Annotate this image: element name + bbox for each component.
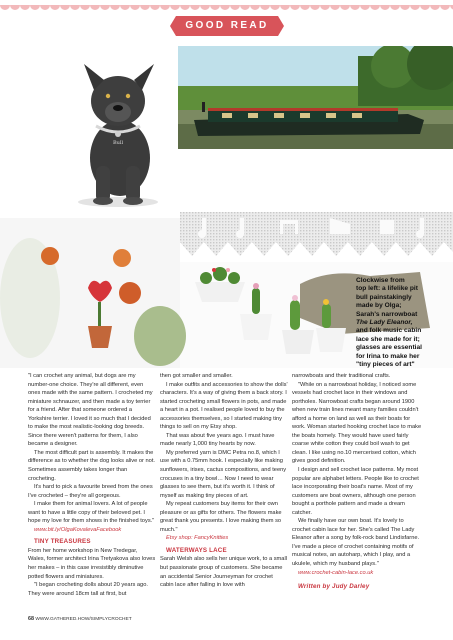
pit-bull-illustration [62,46,174,210]
facebook-link[interactable]: www.bit.ly/OlgaKovalevaFacebook [34,526,122,533]
scalloped-top-border [0,0,453,8]
caption-line: for Irina to make her [356,352,420,360]
caption-line: The Lady Eleanor, [356,319,413,327]
caption-line: lace she made for it; [356,335,420,343]
photo-caption [356,277,451,369]
paragraph: I design and sell crochet lace patterns. My most popular are alphabet letters. People like to crochet lace incorporating their boat's name. Most of my customers are boat owners, although one person bought a porthole pattern and made a dream catcher. [292,467,419,516]
caption-line: "tiny pieces of art" [356,361,415,369]
svg-text:Bull: Bull [112,140,124,146]
text-column-left [28,372,156,598]
paragraph: Sarah Welsh also sells her unique work, to a small but passionate group of customers. She became an accidental Senior Journeyman for crochet cabin lace after falling in love with [160,556,287,589]
paragraph: That was about five years ago. I must have made nearly 1,000 tiny hearts by now. [160,432,275,448]
paragraph: My preferred yarn is DMC Petra no.8, which I use with a 0.75mm hook. I especially like making sunflowers, irises, cactus compositions, and teeny crocuses in a tiny bowl… Now I need to wear glasses to see them, but it's worth it. I think of myself as making tiny pieces of art. [160,449,287,499]
caption-line: Sarah's narrowboat [356,310,418,318]
byline: Written by Judy Darley [298,583,370,591]
paragraph: then got smaller and smaller. [160,373,233,379]
section-banner [176,16,278,36]
crochet-cabin-lace-link[interactable]: www.crochet-cabin-lace.co.uk [298,569,374,576]
footer-url: WWW.GATHERED.HOW/SIMPLYCROCHET [35,617,132,622]
caption-line: and folk music cabin [356,327,422,335]
paragraph: narrowboats and their traditional crafts. [292,373,391,379]
paragraph: "I can crochet any animal, but dogs are my number-one choice. They're all different, even ones made with the same pattern. I crocheted my miniature schnauzer, and then made a toy terrier for a friend. After that someone ordered a Yorkshire terrier. I loved it so much that I decided to make the most realistic-looking dog breeds. Since there weren't patterns for them, I also became a designer. [28,373,153,448]
paragraph: From her home workshop in New Tredegar, Wales, former architect Irina Tretyakova also loves her makes – in this case irresistibly diminutive potted flowers and miniatures. [28,547,156,580]
paragraph: I make outfits and accessories to show the dolls' characters. It's a way of giving them a back story. I started crocheting small flowers in pots, and made a heart in a pot. I realised people loved to buy the accessories themselves, so I started making tiny things to sell on my Etsy shop. [160,381,288,431]
narrowboat-illustration [178,46,453,149]
caption-line: Clockwise from [356,277,405,284]
page-footer [28,616,132,622]
etsy-shop-link[interactable]: Etsy shop: FancyKnitties [166,535,229,542]
paragraph: "I began crocheting dolls about 20 years ago. They were around 18cm tall at first, but [28,582,148,597]
caption-line: glasses are essential [356,344,422,352]
section-heading-tiny-treasures: TINY TREASURES [34,538,91,546]
banner-right-notch [278,16,284,36]
paragraph: The most difficult part is assembly. It makes the difference as to whether the dog looks alive or not. Sometimes assembly takes longer than crocheting. [28,449,155,482]
paragraph: We finally have our own boat. It's lovely to crochet cabin lace for her. She's called The Lady Eleanor after a song by folk-rock band Lindisfarne. I've made a piece of crochet containing motifs of musical notes, an autoharp, which I play, and a ukulele, which my husband plays." [292,518,420,568]
section-heading-waterways-lace: WATERWAYS LACE [166,546,227,554]
banner-title: GOOD READ [185,20,269,31]
text-column-right [292,372,422,592]
caption-line: made by Olga; [356,302,402,310]
paragraph: My repeat customers buy items for their own pleasure or as gifts for others. The flowers make great thank you presents. I love making them so much." [160,501,282,533]
text-column-middle [160,372,288,590]
paragraph: It's hard to pick a favourite breed from the ones I've crocheted – they're all gorgeous. [28,484,153,499]
photo-narrowboat [178,46,453,149]
page-number: 68 [28,616,34,622]
paragraph: I make them for animal lovers. A lot of people want to have a little copy of their beloved pet. I hope my love for them shows in the finished toys." [28,501,155,525]
paragraph: "While on a narrowboat holiday, I noticed some vessels had crochet lace in their windows and portholes. Narrowboat crafts began around 1900 when new train lines meant many families couldn't afford a home on land as well as their boats for work. Woman started hooking crochet lace to make the boats homely. They would have used fairly coarse white cotton they could boil wash to get clean. I like using no.10 mercerised cotton, which gives good definition. [292,381,422,465]
caption-line: top left: a lifelike pit [356,285,418,293]
photo-crocheted-pit-bull [62,46,174,210]
caption-line: bull painstakingly [356,293,412,301]
scallop-pattern [0,5,453,13]
